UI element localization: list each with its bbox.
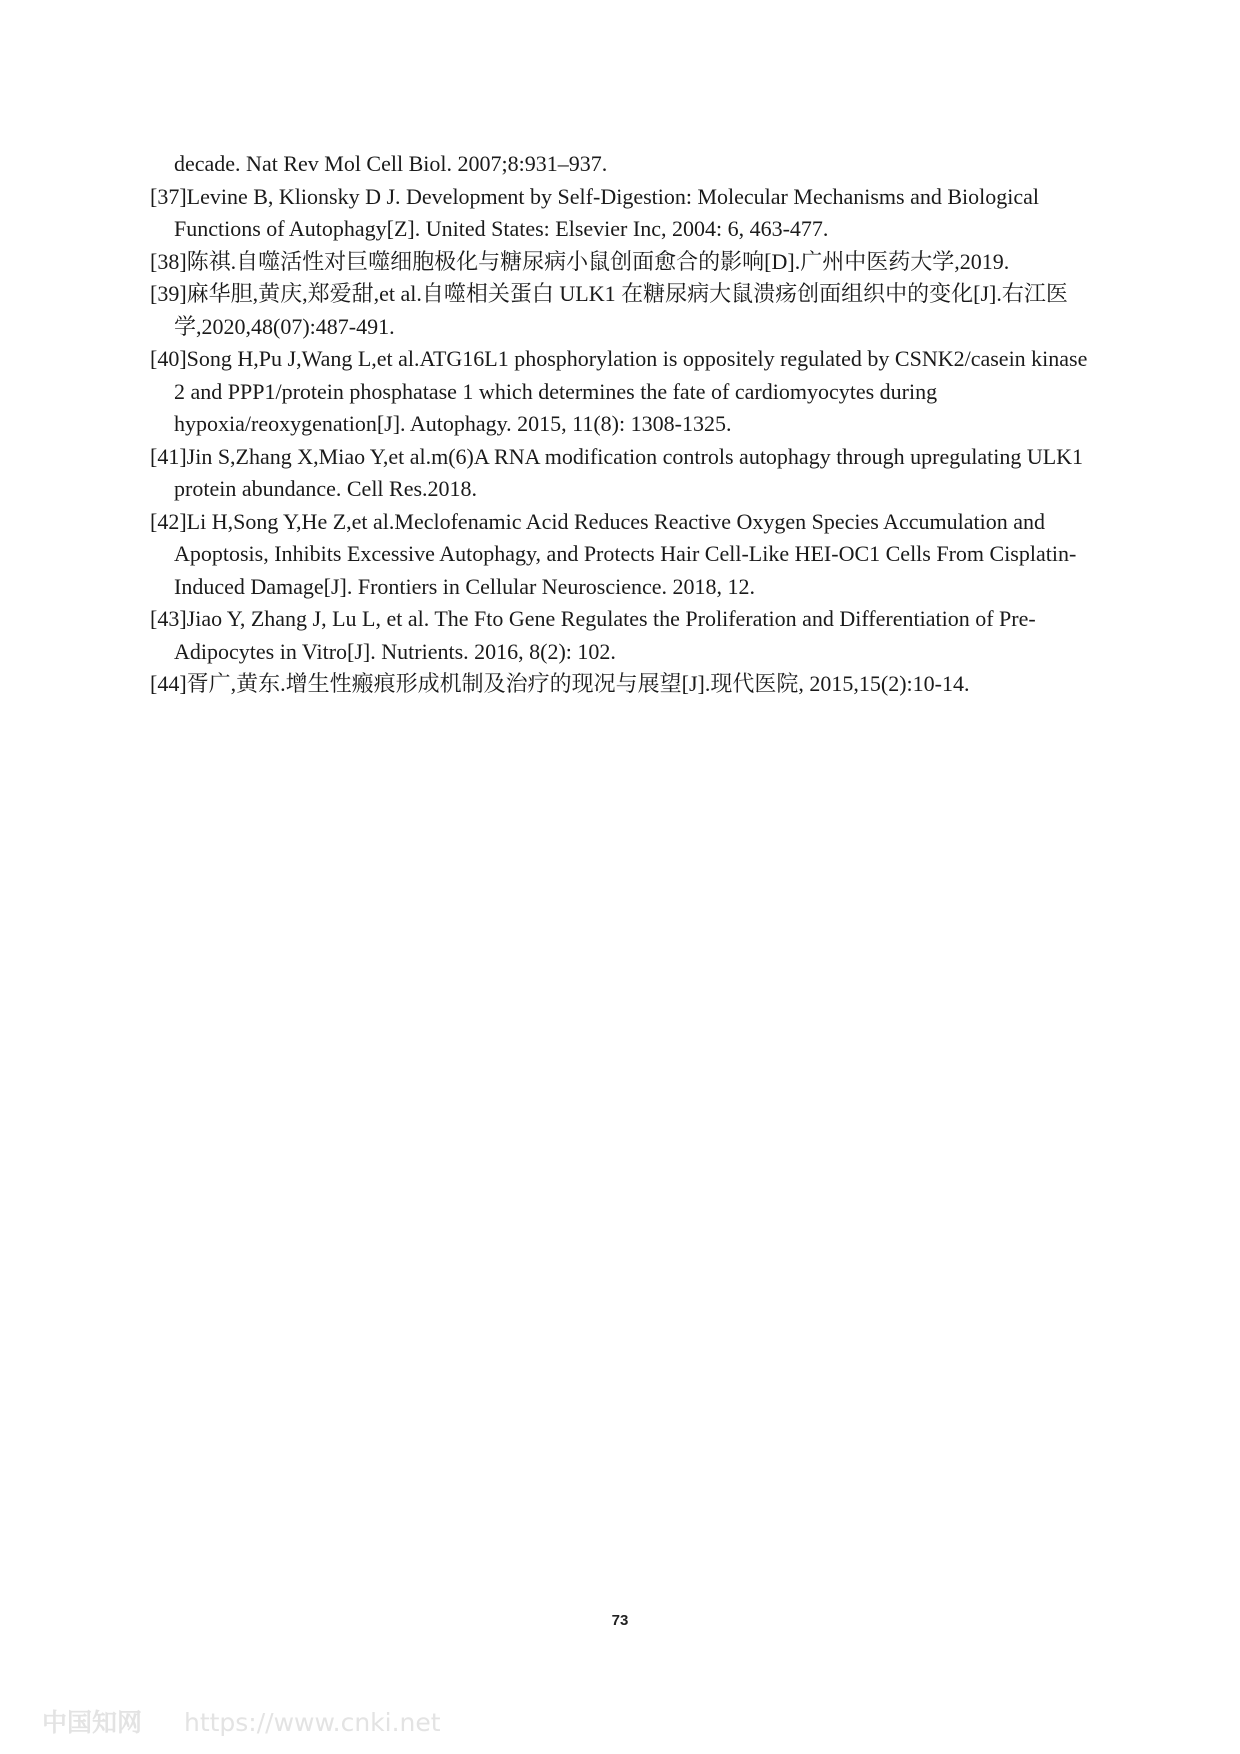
- cnki-watermark: [42, 1703, 441, 1739]
- page-number: 73: [611, 1612, 629, 1629]
- watermark-url: https://www.cnki.net: [183, 1708, 441, 1737]
- reference-item: decade. Nat Rev Mol Cell Biol. 2007;8:931–937.: [174, 151, 608, 176]
- reference-item: [42]Li H,Song Y,He Z,et al.Meclofenamic Acid Reduces Reactive Oxygen Species Accumulation and Apoptosis, Inhibits Excessive Autophagy, and Protects Hair Cell-Like HEI-OC1 Cells From Cisplatin-Induced Damage[J]. Frontiers in Cellular Neuroscience. 2018, 12.: [150, 508, 1077, 599]
- watermark-name: 中国知网: [42, 1708, 143, 1737]
- reference-item: [40]Song H,Pu J,Wang L,et al.ATG16L1 phosphorylation is oppositely regulated by CSNK2/casein kinase 2 and PPP1/protein phosphatase 1 which determines the fate of cardiomyocytes during hypoxia/reoxygenation[J]. Autophagy. 2015, 11(8): 1308-1325.: [150, 346, 1088, 436]
- reference-item: [43]Jiao Y, Zhang J, Lu L, et al. The Fto Gene Regulates the Proliferation and Differentiation of Pre-Adipocytes in Vitro[J]. Nutrients. 2016, 8(2): 102.: [150, 606, 1036, 664]
- reference-item: [38]陈祺.自噬活性对巨噬细胞极化与糖尿病小鼠创面愈合的影响[D].广州中医药大学,2019.: [150, 248, 1010, 274]
- reference-item: [37]Levine B, Klionsky D J. Development by Self-Digestion: Molecular Mechanisms and Biological Functions of Autophagy[Z]. United States: Elsevier Inc, 2004: 6, 463-477.: [150, 183, 1040, 241]
- reference-item: [39]麻华胆,黄庆,郑爱甜,et al.自噬相关蛋白 ULK1 在糖尿病大鼠溃疡创面组织中的变化[J].右江医学,2020,48(07):487-491.: [150, 281, 1068, 339]
- reference-item: [44]胥广,黄东.增生性瘢痕形成机制及治疗的现况与展望[J].现代医院, 2015,15(2):10-14.: [150, 671, 970, 696]
- reference-list: [150, 148, 1100, 701]
- reference-item: [41]Jin S,Zhang X,Miao Y,et al.m(6)A RNA modification controls autophagy through upregulating ULK1 protein abundance. Cell Res.2018.: [150, 443, 1084, 501]
